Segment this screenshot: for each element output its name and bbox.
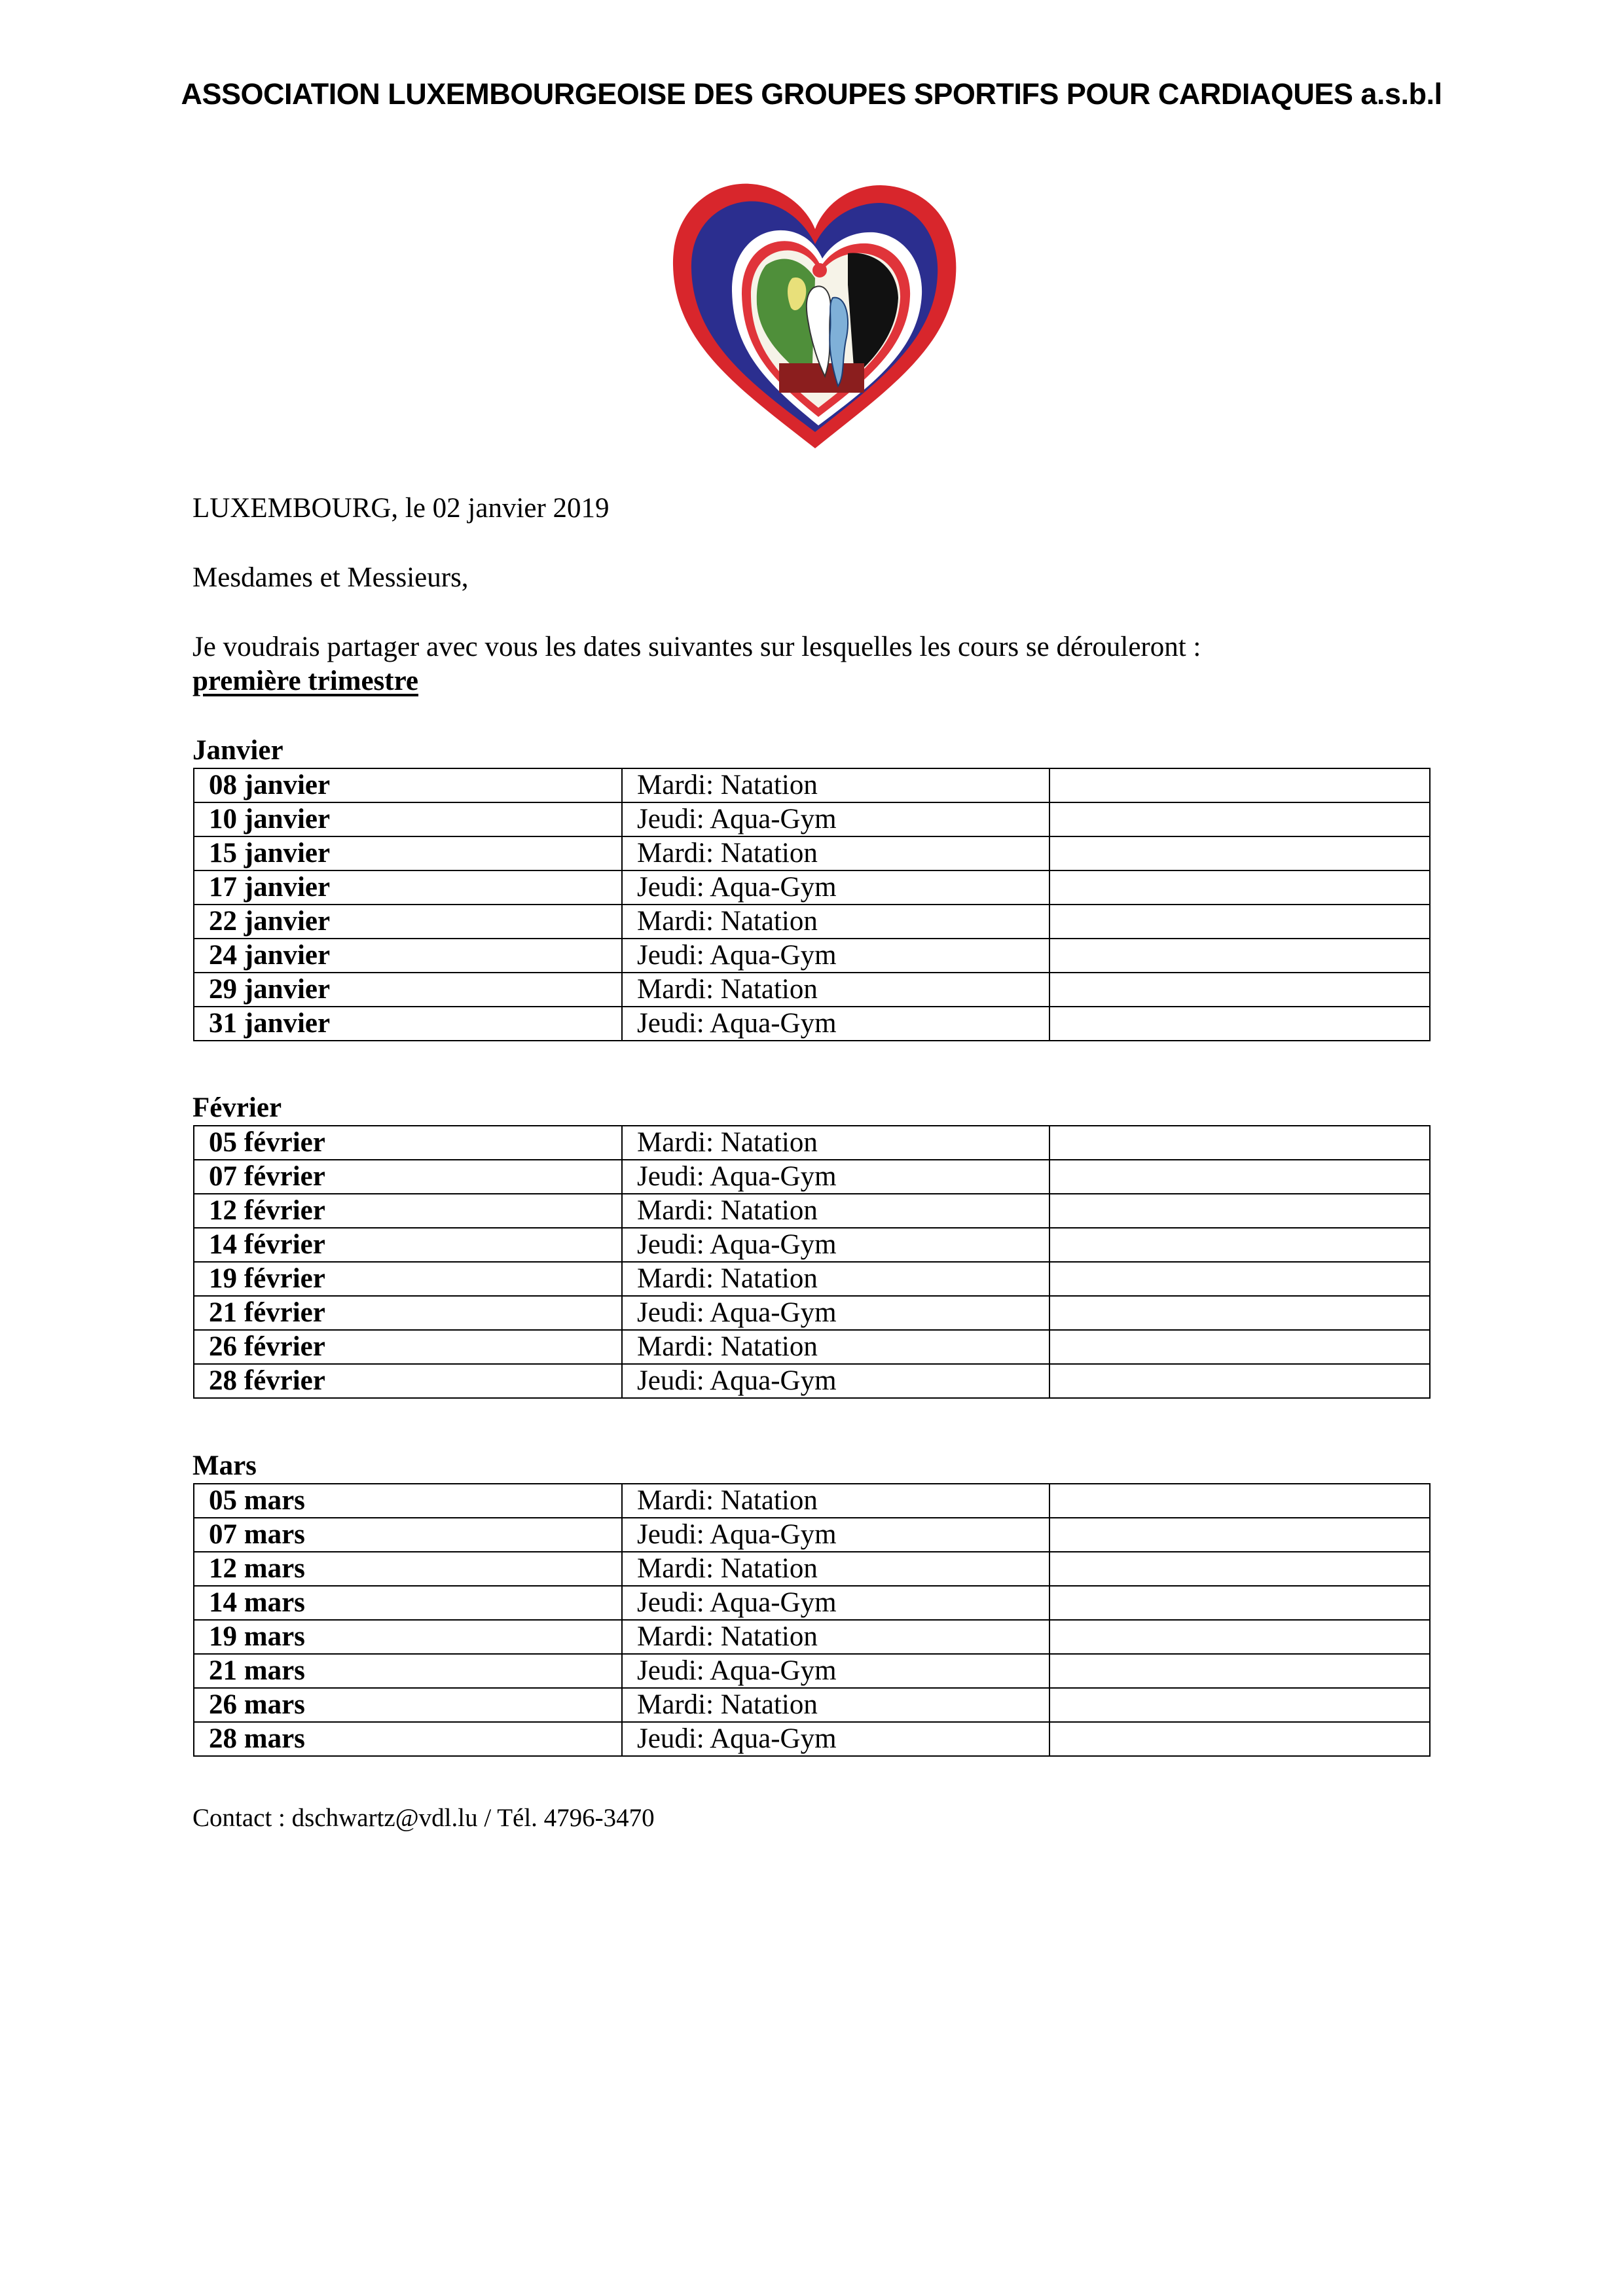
course-cell: Jeudi: Aqua-Gym (622, 1518, 1049, 1552)
letter-greeting: Mesdames et Messieurs, (192, 562, 469, 593)
date-cell: 29 janvier (194, 973, 622, 1007)
sun-dot (812, 263, 827, 278)
empty-cell (1049, 1330, 1430, 1364)
course-cell: Mardi: Natation (622, 973, 1049, 1007)
date-cell: 12 mars (194, 1552, 622, 1586)
empty-cell (1049, 1654, 1430, 1688)
empty-cell (1049, 768, 1430, 802)
table-row (194, 1262, 1430, 1296)
course-cell: Mardi: Natation (622, 1620, 1049, 1654)
date-cell: 31 janvier (194, 1007, 622, 1041)
empty-cell (1049, 802, 1430, 836)
empty-cell (1049, 1484, 1430, 1518)
table-row (194, 1007, 1430, 1041)
empty-cell (1049, 1194, 1430, 1228)
empty-cell (1049, 905, 1430, 939)
course-cell: Jeudi: Aqua-Gym (622, 939, 1049, 973)
table-row (194, 768, 1430, 802)
month-heading-janvier: Janvier (192, 735, 283, 766)
table-row (194, 802, 1430, 836)
date-cell: 14 mars (194, 1586, 622, 1620)
course-cell: Mardi: Natation (622, 1552, 1049, 1586)
course-cell: Mardi: Natation (622, 1194, 1049, 1228)
schedule-table-mars (193, 1483, 1431, 1757)
empty-cell (1049, 1126, 1430, 1160)
course-cell: Jeudi: Aqua-Gym (622, 870, 1049, 905)
month-heading-fevrier: Février (192, 1092, 282, 1123)
date-cell: 07 février (194, 1160, 622, 1194)
course-cell: Mardi: Natation (622, 1330, 1049, 1364)
empty-cell (1049, 973, 1430, 1007)
association-title: ASSOCIATION LUXEMBOURGEOISE DES GROUPES SPORTIFS POUR CARDIAQUES a.s.b.l (181, 77, 1442, 111)
date-cell: 19 mars (194, 1620, 622, 1654)
empty-cell (1049, 1722, 1430, 1756)
date-cell: 10 janvier (194, 802, 622, 836)
course-cell: Mardi: Natation (622, 1688, 1049, 1722)
table-row (194, 1620, 1430, 1654)
course-cell: Mardi: Natation (622, 1262, 1049, 1296)
date-cell: 17 janvier (194, 870, 622, 905)
table-row (194, 1364, 1430, 1398)
table-row (194, 1126, 1430, 1160)
date-cell: 12 février (194, 1194, 622, 1228)
date-cell: 26 février (194, 1330, 622, 1364)
course-cell: Mardi: Natation (622, 1126, 1049, 1160)
date-cell: 21 février (194, 1296, 622, 1330)
schedule-table-fevrier (193, 1125, 1431, 1399)
empty-cell (1049, 939, 1430, 973)
course-cell: Jeudi: Aqua-Gym (622, 1722, 1049, 1756)
empty-cell (1049, 1262, 1430, 1296)
date-cell: 07 mars (194, 1518, 622, 1552)
empty-cell (1049, 1007, 1430, 1041)
date-cell: 26 mars (194, 1688, 622, 1722)
date-cell: 15 janvier (194, 836, 622, 870)
date-cell: 24 janvier (194, 939, 622, 973)
empty-cell (1049, 1552, 1430, 1586)
empty-cell (1049, 1228, 1430, 1262)
letter-date-line: LUXEMBOURG, le 02 janvier 2019 (192, 493, 610, 524)
course-cell: Mardi: Natation (622, 905, 1049, 939)
empty-cell (1049, 870, 1430, 905)
month-heading-mars: Mars (192, 1450, 257, 1481)
date-cell: 05 février (194, 1126, 622, 1160)
date-cell: 08 janvier (194, 768, 622, 802)
empty-cell (1049, 1586, 1430, 1620)
contact-line: Contact : dschwartz@vdl.lu / Tél. 4796-3470 (192, 1804, 655, 1832)
course-cell: Jeudi: Aqua-Gym (622, 1007, 1049, 1041)
empty-cell (1049, 836, 1430, 870)
empty-cell (1049, 1688, 1430, 1722)
course-cell: Jeudi: Aqua-Gym (622, 802, 1049, 836)
course-cell: Mardi: Natation (622, 836, 1049, 870)
date-cell: 21 mars (194, 1654, 622, 1688)
date-cell: 22 janvier (194, 905, 622, 939)
empty-cell (1049, 1364, 1430, 1398)
course-cell: Jeudi: Aqua-Gym (622, 1228, 1049, 1262)
table-row (194, 1688, 1430, 1722)
letter-intro: Je voudrais partager avec vous les dates suivantes sur lesquelles les cours se dérouleront : (192, 632, 1201, 662)
course-cell: Mardi: Natation (622, 768, 1049, 802)
term-heading: première trimestre (192, 666, 419, 696)
date-cell: 05 mars (194, 1484, 622, 1518)
table-row (194, 870, 1430, 905)
table-row (194, 1160, 1430, 1194)
date-cell: 14 février (194, 1228, 622, 1262)
table-row (194, 836, 1430, 870)
empty-cell (1049, 1296, 1430, 1330)
date-cell: 19 février (194, 1262, 622, 1296)
empty-cell (1049, 1620, 1430, 1654)
table-row (194, 1228, 1430, 1262)
course-cell: Mardi: Natation (622, 1484, 1049, 1518)
table-row (194, 1722, 1430, 1756)
course-cell: Jeudi: Aqua-Gym (622, 1296, 1049, 1330)
table-row (194, 1586, 1430, 1620)
course-cell: Jeudi: Aqua-Gym (622, 1364, 1049, 1398)
table-row (194, 1194, 1430, 1228)
course-cell: Jeudi: Aqua-Gym (622, 1654, 1049, 1688)
heart-logo-icon (661, 167, 969, 455)
course-cell: Jeudi: Aqua-Gym (622, 1160, 1049, 1194)
table-row (194, 1518, 1430, 1552)
course-cell: Jeudi: Aqua-Gym (622, 1586, 1049, 1620)
table-row (194, 973, 1430, 1007)
table-row (194, 939, 1430, 973)
table-row (194, 1296, 1430, 1330)
table-row (194, 905, 1430, 939)
schedule-table-janvier (193, 768, 1431, 1041)
table-row (194, 1654, 1430, 1688)
table-row (194, 1484, 1430, 1518)
empty-cell (1049, 1518, 1430, 1552)
table-row (194, 1330, 1430, 1364)
date-cell: 28 février (194, 1364, 622, 1398)
date-cell: 28 mars (194, 1722, 622, 1756)
table-row (194, 1552, 1430, 1586)
empty-cell (1049, 1160, 1430, 1194)
